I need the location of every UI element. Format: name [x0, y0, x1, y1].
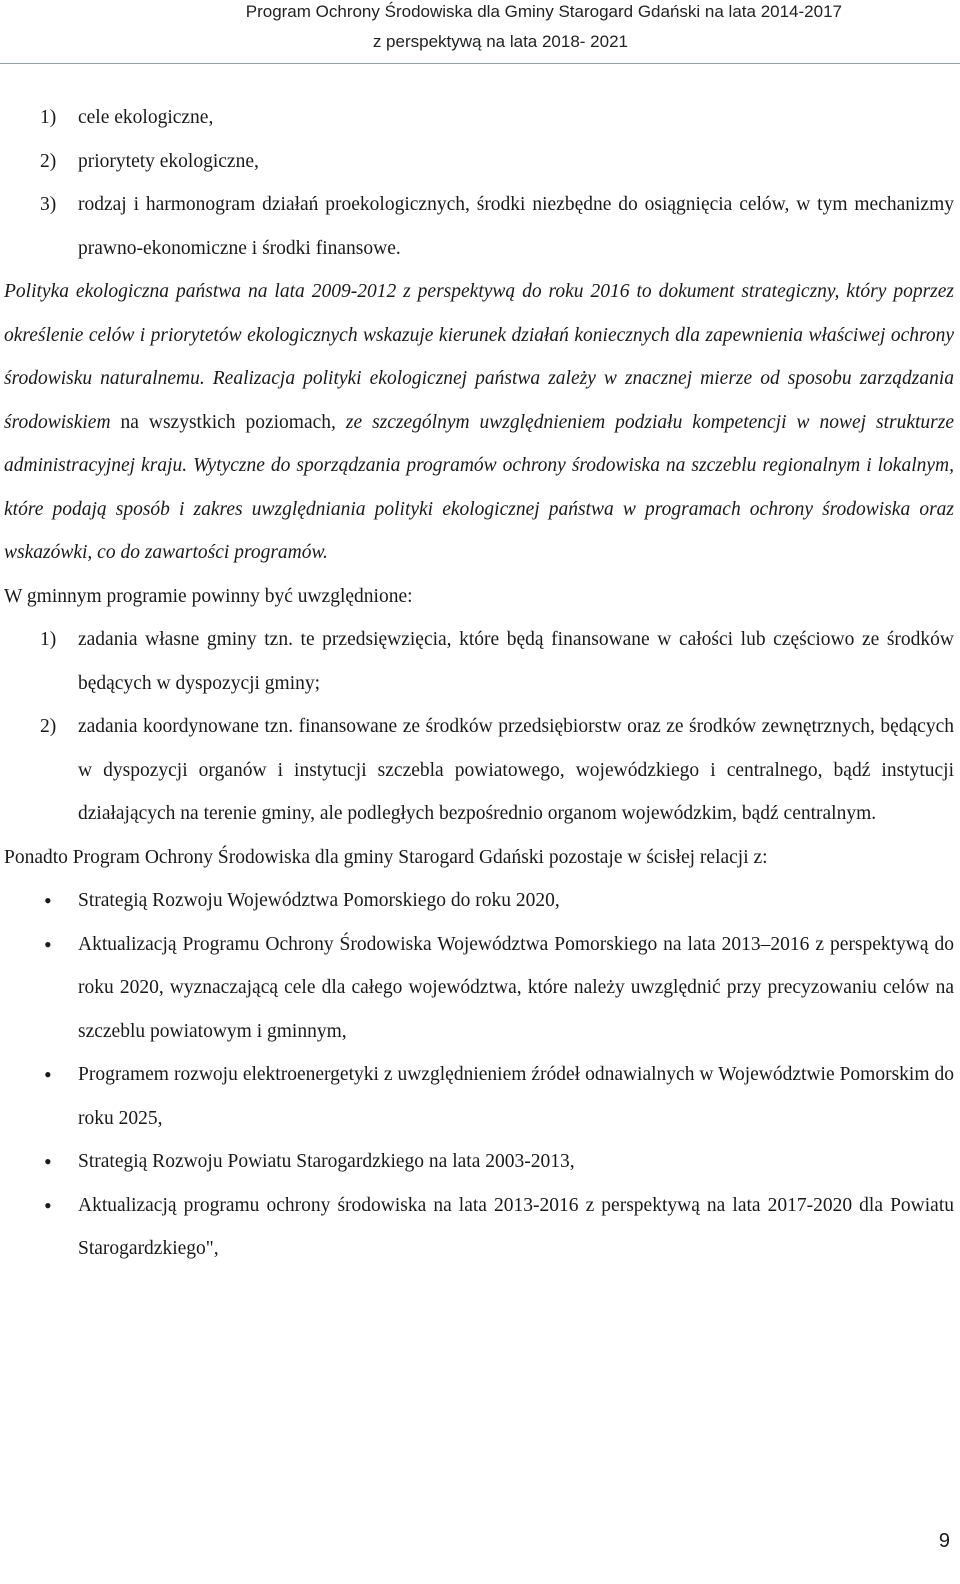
list-item: 2) zadania koordynowane tzn. finansowane ze środków przedsiębiorstw oraz ze środków zewnętrznych, będących w dyspozycji organów i instytucji szczebla powiatowego, wojewódzkiego i centralnego, bądź instytucji działających na terenie gminy, ale podległych bezpośrednio organom wojewódzkim, bądź centralnym. — [40, 716, 954, 824]
tasks-list — [4, 618, 954, 836]
page-header — [0, 0, 960, 64]
policy-text-guidelines: Wytyczne do sporządzania programów ochrony środowiska na szczeblu regionalnym i lokalnym, które podają sposób i zakres uwzględniania polityki ekologicznej państwa w programach ochrony środowiska oraz wskazówki, co do zawartości programów. — [4, 455, 954, 563]
policy-text-italic-2: , ze szczególnym uwzględnieniem podziału kompetencji w nowej strukturze administracyjnej kraju. — [4, 411, 954, 476]
bullet-icon: • — [44, 1062, 52, 1087]
policy-text-regular: na wszystkich poziomach — [110, 411, 332, 433]
bullet-icon: • — [44, 888, 52, 913]
bullet-icon: • — [44, 931, 52, 957]
list-item: • Aktualizacją programu ochrony środowiska na lata 2013-2016 z perspektywą na lata 2017-2020 dla Powiatu Starogardzkiego", — [4, 1184, 954, 1271]
header-title-line2: z perspektywą na lata 2018- 2021 — [372, 32, 628, 51]
policy-text-italic: Polityka ekologiczna państwa na lata 2009-2012 z perspektywą do roku 2016 to dokument strategiczny, który poprzez określenie celów i priorytetów ekologicznych wskazuje kierunek działań koniecznych dla zapewnienia właściwej ochrony środowisku naturalnemu. Realizacja polityki ekologicznej państwa zależy w znacznej mierze od sposobu zarządzania środowiskiem — [4, 281, 954, 433]
page-number: 9 — [938, 1530, 950, 1552]
list-item: • Aktualizacją Programu Ochrony Środowiska Województwa Pomorskiego na lata 2013–2016 z perspektywą do roku 2020, wyznaczającą cele dla całego województwa, które należy uwzględnić przy precyzowaniu celów na szczeblu powiatowym i gminnym, — [4, 923, 954, 1054]
list-item: 1) zadania własne gminy tzn. te przedsięwzięcia, które będą finansowane w całości lub częściowo ze środków będących w dyspozycji gminy; — [40, 629, 954, 694]
bullet-icon: • — [44, 1192, 52, 1218]
header-title-line1: Program Ochrony Środowiska dla Gminy Starogard Gdański na lata 2014-2017 — [245, 2, 842, 21]
related-documents-list — [4, 879, 954, 1271]
goals-list — [4, 96, 954, 270]
list-item: • Strategią Rozwoju Województwa Pomorskiego do roku 2020, — [4, 879, 954, 923]
policy-paragraph — [4, 270, 954, 575]
list-item: • Programem rozwoju elektroenergetyki z uwzględnieniem źródeł odnawialnych w Województwie Pomorskim do roku 2025, — [4, 1053, 954, 1140]
list-item: 1) cele ekologiczne, — [40, 107, 214, 128]
relations-paragraph: Ponadto Program Ochrony Środowiska dla gminy Starogard Gdański pozostaje w ścisłej relacji z: — [4, 846, 768, 868]
bullet-icon: • — [44, 1149, 52, 1174]
list-item: 3) rodzaj i harmonogram działań proekologicznych, środki niezbędne do osiągnięcia celów, w tym mechanizmy prawno-ekonomiczne i środki finansowe. — [40, 194, 954, 259]
program-intro-paragraph: W gminnym programie powinny być uwzględnione: — [4, 585, 413, 607]
list-item: • Strategią Rozwoju Powiatu Starogardzkiego na lata 2003-2013, — [4, 1140, 954, 1184]
document-body — [4, 96, 954, 1271]
list-item: 2) priorytety ekologiczne, — [40, 150, 259, 172]
